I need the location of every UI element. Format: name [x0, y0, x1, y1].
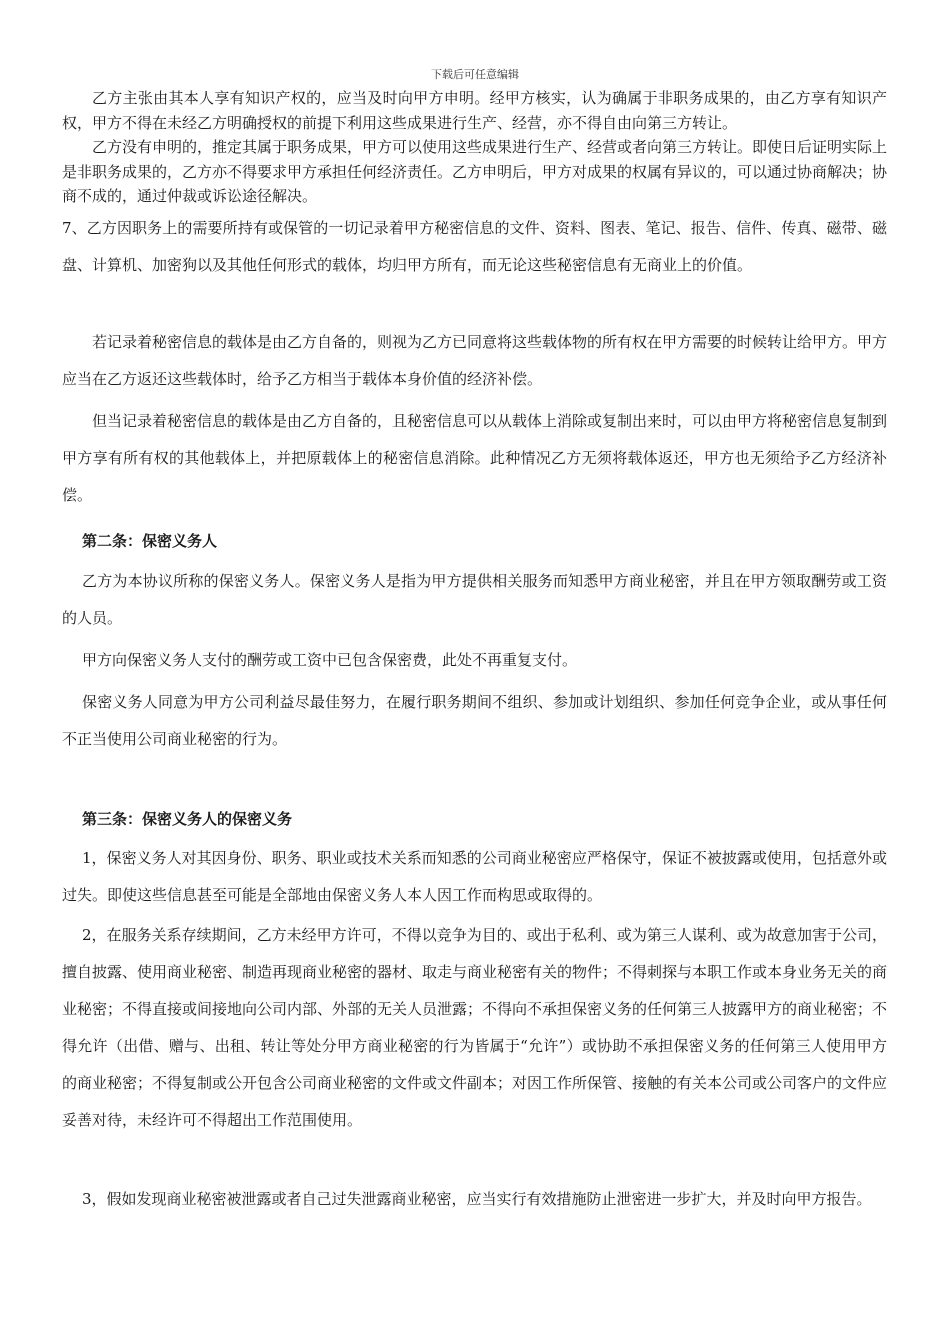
paragraph: 甲方向保密义务人支付的酬劳或工资中已包含保密费，此处不再重复支付。 — [82, 651, 578, 669]
paragraph: 乙方没有申明的，推定其属于职务成果，甲方可以使用这些成果进行生产、经营或者向第三方转让。即使日后证明实际上是非职务成果的，乙方亦不得要求甲方承担任何经济责任。乙方申明后，甲方对成果的权属有异议的，可以通过协商解决；协商不成的，通过仲裁或诉讼途径解决。 — [62, 138, 888, 205]
paragraph: 保密义务人同意为甲方公司利益尽最佳努力，在履行职务期间不组织、参加或计划组织、参加任何竞争企业，或从事任何不正当使用公司商业秘密的行为。 — [62, 693, 887, 748]
paragraph: 2，在服务关系存续期间，乙方未经甲方许可，不得以竞争为目的、或出于私利、或为第三人谋利、或为故意加害于公司，擅自披露、使用商业秘密、制造再现商业秘密的器材、取走与商业秘密有关的物件；不得刺探与本职工作或本身业务无关的商业秘密；不得直接或间接地向公司内部、外部的无关人员泄露；不得向不承担保密义务的任何第三人披露甲方的商业秘密；不得允许（出借、赠与、出租、转让等处分甲方商业秘密的行为皆属于“允许”）或协助不承担保密义务的任何第三人使用甲方的商业秘密；不得复制或公开包含公司商业秘密的文件或文件副本；对因工作所保管、接触的有关本公司或公司客户的文件应妥善对待，未经许可不得超出工作范围使用。 — [62, 926, 888, 1129]
paragraph-item-7: 7、乙方因职务上的需要所持有或保管的一切记录着甲方秘密信息的文件、资料、图表、笔记、报告、信件、传真、磁带、磁盘、计算机、加密狗以及其他任何形式的载体，均归甲方所有，而无论这些秘密信息有无商业上的价值。 — [62, 219, 887, 274]
page-header: 下载后可任意编辑 — [431, 68, 519, 81]
paragraph: 乙方为本协议所称的保密义务人。保密义务人是指为甲方提供相关服务而知悉甲方商业秘密，并且在甲方领取酬劳或工资的人员。 — [62, 572, 887, 627]
paragraph: 3，假如发现商业秘密被泄露或者自己过失泄露商业秘密，应当实行有效措施防止泄密进一步扩大，并及时向甲方报告。 — [82, 1190, 872, 1208]
paragraph: 乙方主张由其本人享有知识产权的，应当及时向甲方申明。经甲方核实，认为确属于非职务成果的，由乙方享有知识产权，甲方不得在未经乙方明确授权的前提下利用这些成果进行生产、经营，亦不得自由向第三方转让。 — [62, 89, 887, 132]
paragraph: 若记录着秘密信息的载体是由乙方自备的，则视为乙方已同意将这些载体物的所有权在甲方需要的时候转让给甲方。甲方应当在乙方返还这些载体时，给予乙方相当于载体本身价值的经济补偿。 — [62, 333, 888, 388]
paragraph: 1，保密义务人对其因身份、职务、职业或技术关系而知悉的公司商业秘密应严格保守，保证不被披露或使用，包括意外或过失。即使这些信息甚至可能是全部地由保密义务人本人因工作而构思或取得的。 — [62, 849, 887, 904]
paragraph: 但当记录着秘密信息的载体是由乙方自备的，且秘密信息可以从载体上消除或复制出来时，可以由甲方将秘密信息复制到甲方享有所有权的其他载体上，并把原载体上的秘密信息消除。此种情况乙方无须将载体返还，甲方也无须给予乙方经济补偿。 — [62, 412, 888, 504]
section-2-heading: 第二条：保密义务人 — [82, 532, 218, 550]
section-3-heading: 第三条：保密义务人的保密义务 — [82, 810, 293, 828]
